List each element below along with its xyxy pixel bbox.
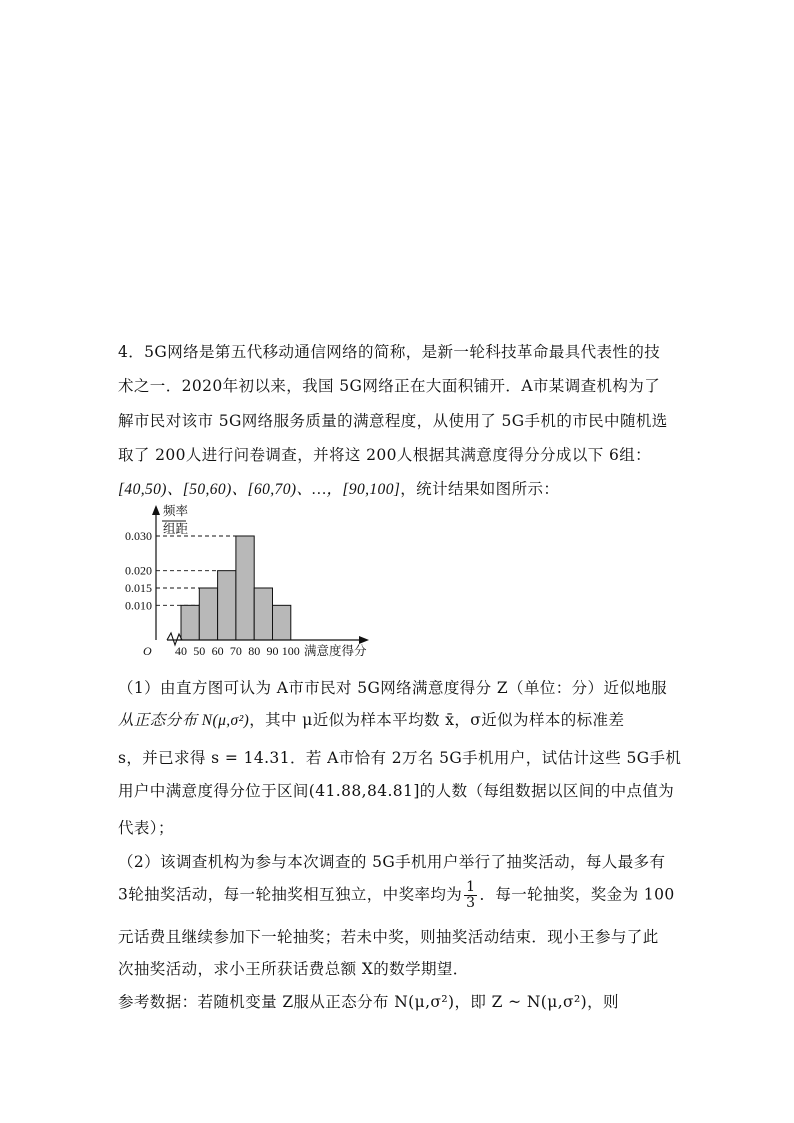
y-tick-label: 0.020 [125, 563, 152, 578]
part1-text-2: ，其中 μ近似为样本平均数 x̄，σ近似为样本的标准差 [249, 711, 625, 729]
x-tick-label: 60 [211, 644, 224, 658]
reference-text-2: ，即 Z ~ N(μ,σ²)，则 [454, 993, 619, 1011]
part1-line-5: 代表）； [118, 819, 174, 837]
reference-line [118, 990, 619, 1012]
problem-line-5 [118, 477, 559, 499]
problem-text-5: ，统计结果如图所示： [400, 480, 560, 498]
fraction-numerator: 1 [466, 879, 476, 895]
y-tick-label: 0.015 [125, 580, 152, 595]
part2-line-1: （2）该调查机构为参与本次调查的 5G手机用户举行了抽奖活动，每人最多有 [118, 853, 666, 871]
histogram-bar [199, 588, 217, 640]
y-axis-label-top: 频率 [163, 504, 189, 518]
fraction-denominator: 3 [466, 895, 476, 911]
problem-line-2: 术之一．2020年初以来，我国 5G网络正在大面积铺开．A市某调查机构为了 [118, 377, 661, 395]
x-tick-label: 80 [248, 644, 261, 658]
x-axis-arrow [359, 636, 369, 644]
reference-text-1: 参考数据：若随机变量 Z服从正态分布 N(μ,σ²) [118, 993, 455, 1011]
problem-line-4: 取了 200人进行问卷调查，并将这 200人根据其满意度得分分成以下 6组： [118, 446, 652, 464]
histogram-bar [236, 536, 254, 640]
x-tick-label: 40 [175, 644, 187, 658]
frequency-histogram [112, 500, 382, 662]
histogram-bars [181, 536, 291, 640]
problem-line-1 [118, 340, 660, 362]
y-axis-label-bottom: 组距 [163, 522, 189, 536]
part2-text-2a: 3轮抽奖活动，每一轮抽奖相互独立，中奖率均为 [118, 885, 463, 904]
x-tick-label: 100 [281, 644, 300, 658]
x-tick-label: 50 [193, 644, 206, 658]
probability-fraction [464, 880, 477, 911]
normal-dist-notation: 从正态分布 N(μ,σ²) [118, 712, 250, 729]
problem-line-3: 解市民对该市 5G网络服务质量的满意程度，从使用了 5G手机的市民中随机选 [118, 412, 668, 430]
y-tick-label: 0.030 [125, 528, 152, 543]
part1-line-3: s，并已求得 s = 14.31．若 A市恰有 2万名 5G手机用户，试估计这些 5G手机 [118, 749, 682, 767]
histogram-bar [181, 605, 199, 640]
y-axis-arrow [152, 505, 160, 515]
origin-label: O [143, 644, 152, 658]
interval-list: [40,50)、[50,60)、[60,70)、…，[90,100] [118, 481, 401, 498]
part1-line-4: 用户中满意度得分位于区间(41.88,84.81]的人数（每组数据以区间的中点值为 [118, 782, 675, 800]
x-tick-label: 70 [229, 644, 242, 658]
part1-line-1: （1）由直方图可认为 A市市民对 5G网络满意度得分 Z（单位：分）近似地服 [118, 679, 668, 697]
part2-line-3: 元话费且继续参加下一轮抽奖；若未中奖，则抽奖活动结束．现小王参与了此 [118, 928, 659, 946]
problem-text-1: 5G网络是第五代移动通信网络的简称，是新一轮科技革命最具代表性的技 [144, 343, 661, 361]
histogram-bar [273, 605, 291, 640]
part2-line-2 [118, 880, 675, 911]
y-tick-label: 0.010 [125, 598, 152, 613]
part2-text-2b: ．每一轮抽奖，奖金为 100 [479, 885, 675, 904]
part2-line-4: 次抽奖活动，求小王所获话费总额 X的数学期望． [118, 960, 469, 978]
histogram-bar [218, 571, 236, 640]
x-tick-label: 90 [266, 644, 279, 658]
histogram-bar [254, 588, 272, 640]
x-axis-label: 满意度得分 [304, 644, 367, 658]
part1-line-2 [118, 708, 624, 730]
problem-number: 4． [118, 343, 145, 361]
